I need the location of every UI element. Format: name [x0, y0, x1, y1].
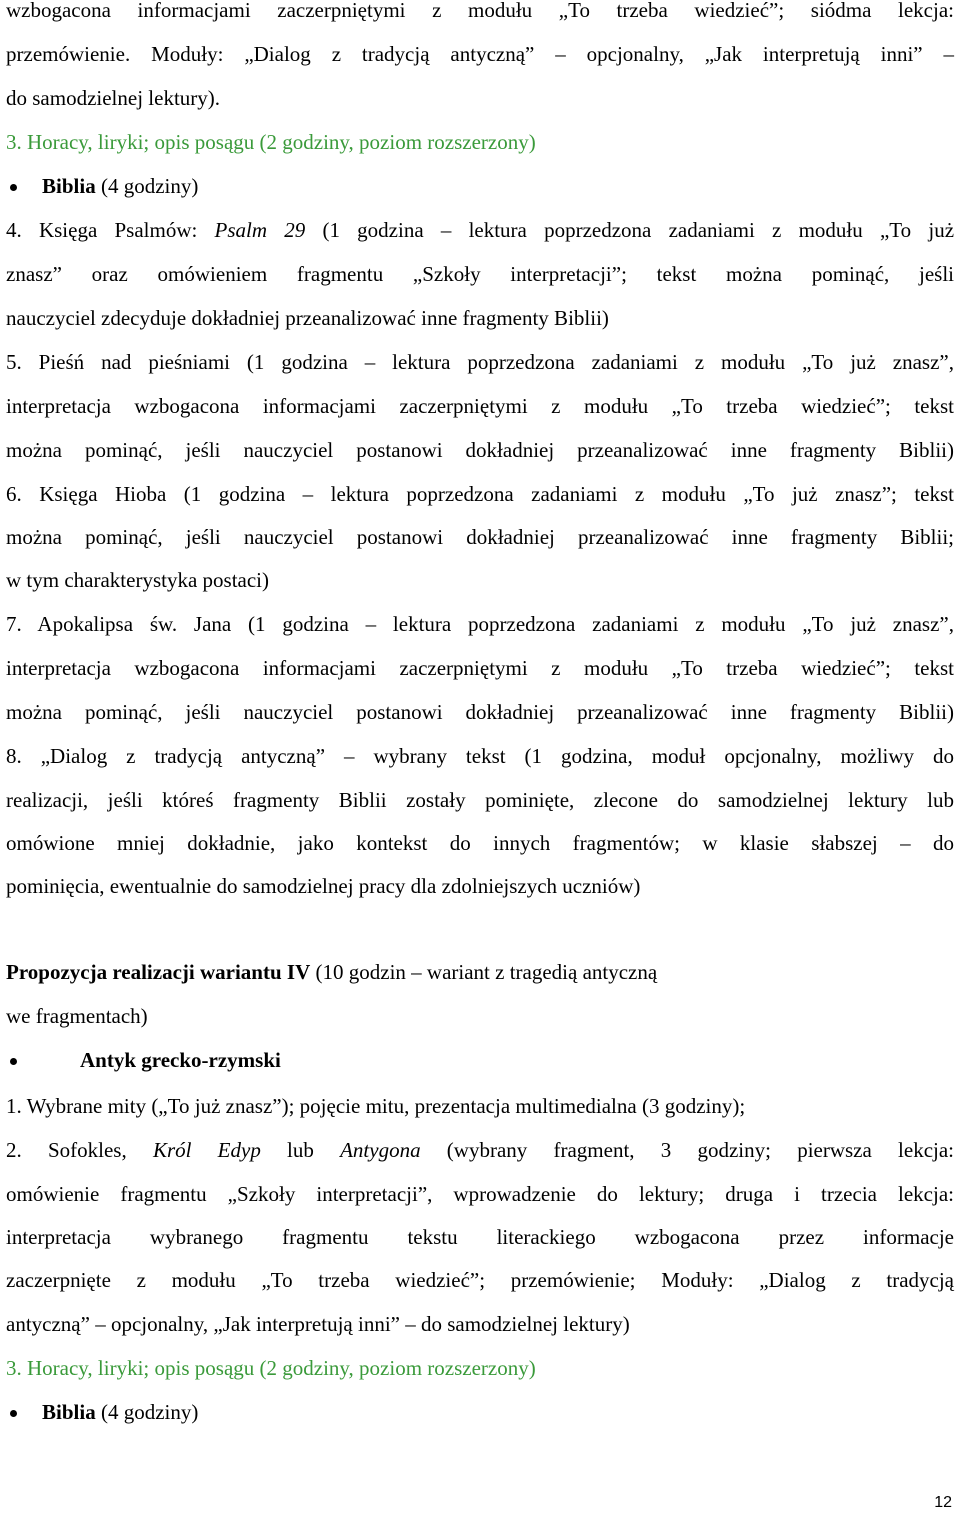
text-line: interpretacja wzbogacona informacjami zaczerpniętymi z modułu „To trzeba wiedzieć”; tekst [6, 656, 954, 680]
text-line: pominięcia, ewentualnie do samodzielnej pracy dla zdolniejszych uczniów) [6, 874, 641, 898]
bullet-icon [10, 1410, 17, 1417]
text-line: antyczną” – opcjonalny, „Jak interpretują inni” – do samodzielnej lektury) [6, 1312, 630, 1336]
biblia-hours: (4 godziny) [95, 1400, 199, 1424]
w-item-2-text: (wybrany fragment, 3 godziny; pierwsza lekcja: [420, 1138, 955, 1162]
biblia-heading [42, 172, 198, 200]
text-line: w tym charakterystyka postaci) [6, 568, 269, 592]
krol-edyp-title: Król Edyp [152, 1138, 261, 1162]
bullet-icon [10, 184, 17, 191]
item-4-number: 4. Księga Psalmów: [6, 218, 215, 242]
text-line: omówienie fragmentu „Szkoły interpretacji”, wprowadzenie do lektury; druga i trzecia lekcja: [6, 1182, 954, 1206]
text-line: we fragmentach) [6, 1004, 148, 1028]
text-line: przemówienie. Moduły: „Dialog z tradycją antyczną” – opcjonalny, „Jak interpretują inni” – [6, 42, 954, 66]
w-item-2-number: 2. Sofokles, [6, 1138, 153, 1162]
horacy-line: 3. Horacy, liryki; opis posągu (2 godziny, poziom rozszerzony) [6, 130, 536, 154]
item-6-line: 6. Księga Hioba (1 godzina – lektura poprzedzona zadaniami z modułu „To już znasz”; tekst [6, 482, 954, 506]
text-line: znasz” oraz omówieniem fragmentu „Szkoły interpretacji”; tekst można pominąć, jeśli [6, 262, 954, 286]
w-item-2-line [6, 1136, 954, 1164]
item-4-text: (1 godzina – lektura poprzedzona zadaniami z modułu „To już [305, 218, 955, 242]
page-number: 12 [934, 1494, 952, 1511]
item-4-line [6, 216, 954, 244]
item-5-line: 5. Pieśń nad pieśniami (1 godzina – lektura poprzedzona zadaniami z modułu „To już znasz”, [6, 350, 954, 374]
antyk-heading [80, 1046, 281, 1074]
text-line: zaczerpnięte z modułu „To trzeba wiedzieć”; przemówienie; Moduły: „Dialog z tradycją [6, 1268, 954, 1292]
text-line: interpretacja wzbogacona informacjami zaczerpniętymi z modułu „To trzeba wiedzieć”; tekst [6, 394, 954, 418]
variant-iv-title: Propozycja realizacji wariantu IV [6, 960, 311, 984]
biblia-label: Biblia [42, 174, 96, 198]
text-line: wzbogacona informacjami zaczerpniętymi z modułu „To trzeba wiedzieć”; siódma lekcja: [6, 0, 954, 22]
text-line: omówione mniej dokładnie, jako kontekst do innych fragmentów; w klasie słabszej – do [6, 831, 954, 855]
text-line: można pominąć, jeśli nauczyciel postanowi dokładniej przeanalizować inne fragmenty Biblii) [6, 438, 954, 462]
psalm-title: Psalm 29 [214, 218, 306, 242]
text-line: można pominąć, jeśli nauczyciel postanowi dokładniej przeanalizować inne fragmenty Biblii) [6, 700, 954, 724]
text-line: nauczyciel zdecyduje dokładniej przeanalizować inne fragmenty Biblii) [6, 306, 609, 330]
text-line: do samodzielnej lektury). [6, 86, 221, 110]
biblia-label: Biblia [42, 1400, 96, 1424]
text-line: można pominąć, jeśli nauczyciel postanowi dokładniej przeanalizować inne fragmenty Biblii; [6, 525, 954, 549]
variant-iv-heading [6, 958, 657, 986]
item-7-line: 7. Apokalipsa św. Jana (1 godzina – lektura poprzedzona zadaniami z modułu „To już znasz”, [6, 612, 954, 636]
antygona-title: Antygona [340, 1138, 421, 1162]
biblia-hours: (4 godziny) [95, 174, 199, 198]
text-line: interpretacja wybranego fragmentu tekstu literackiego wzbogacona przez informacje [6, 1225, 954, 1249]
item-8-line: 8. „Dialog z tradycją antyczną” – wybrany tekst (1 godzina, moduł opcjonalny, możliwy do [6, 744, 954, 768]
biblia-heading [42, 1398, 198, 1426]
text-line: realizacji, jeśli któreś fragmenty Biblii zostały pominięte, zlecone do samodzielnej lektury lub [6, 788, 954, 812]
bullet-icon [10, 1058, 17, 1065]
variant-iv-desc: (10 godzin – wariant z tragedią antyczną [310, 960, 658, 984]
antyk-label: Antyk grecko-rzymski [80, 1048, 281, 1072]
w-item-1-line: 1. Wybrane mity („To już znasz”); pojęcie mitu, prezentacja multimedialna (3 godziny); [6, 1094, 746, 1118]
w-item-2-or: lub [260, 1138, 341, 1162]
horacy-line: 3. Horacy, liryki; opis posągu (2 godziny, poziom rozszerzony) [6, 1356, 536, 1380]
